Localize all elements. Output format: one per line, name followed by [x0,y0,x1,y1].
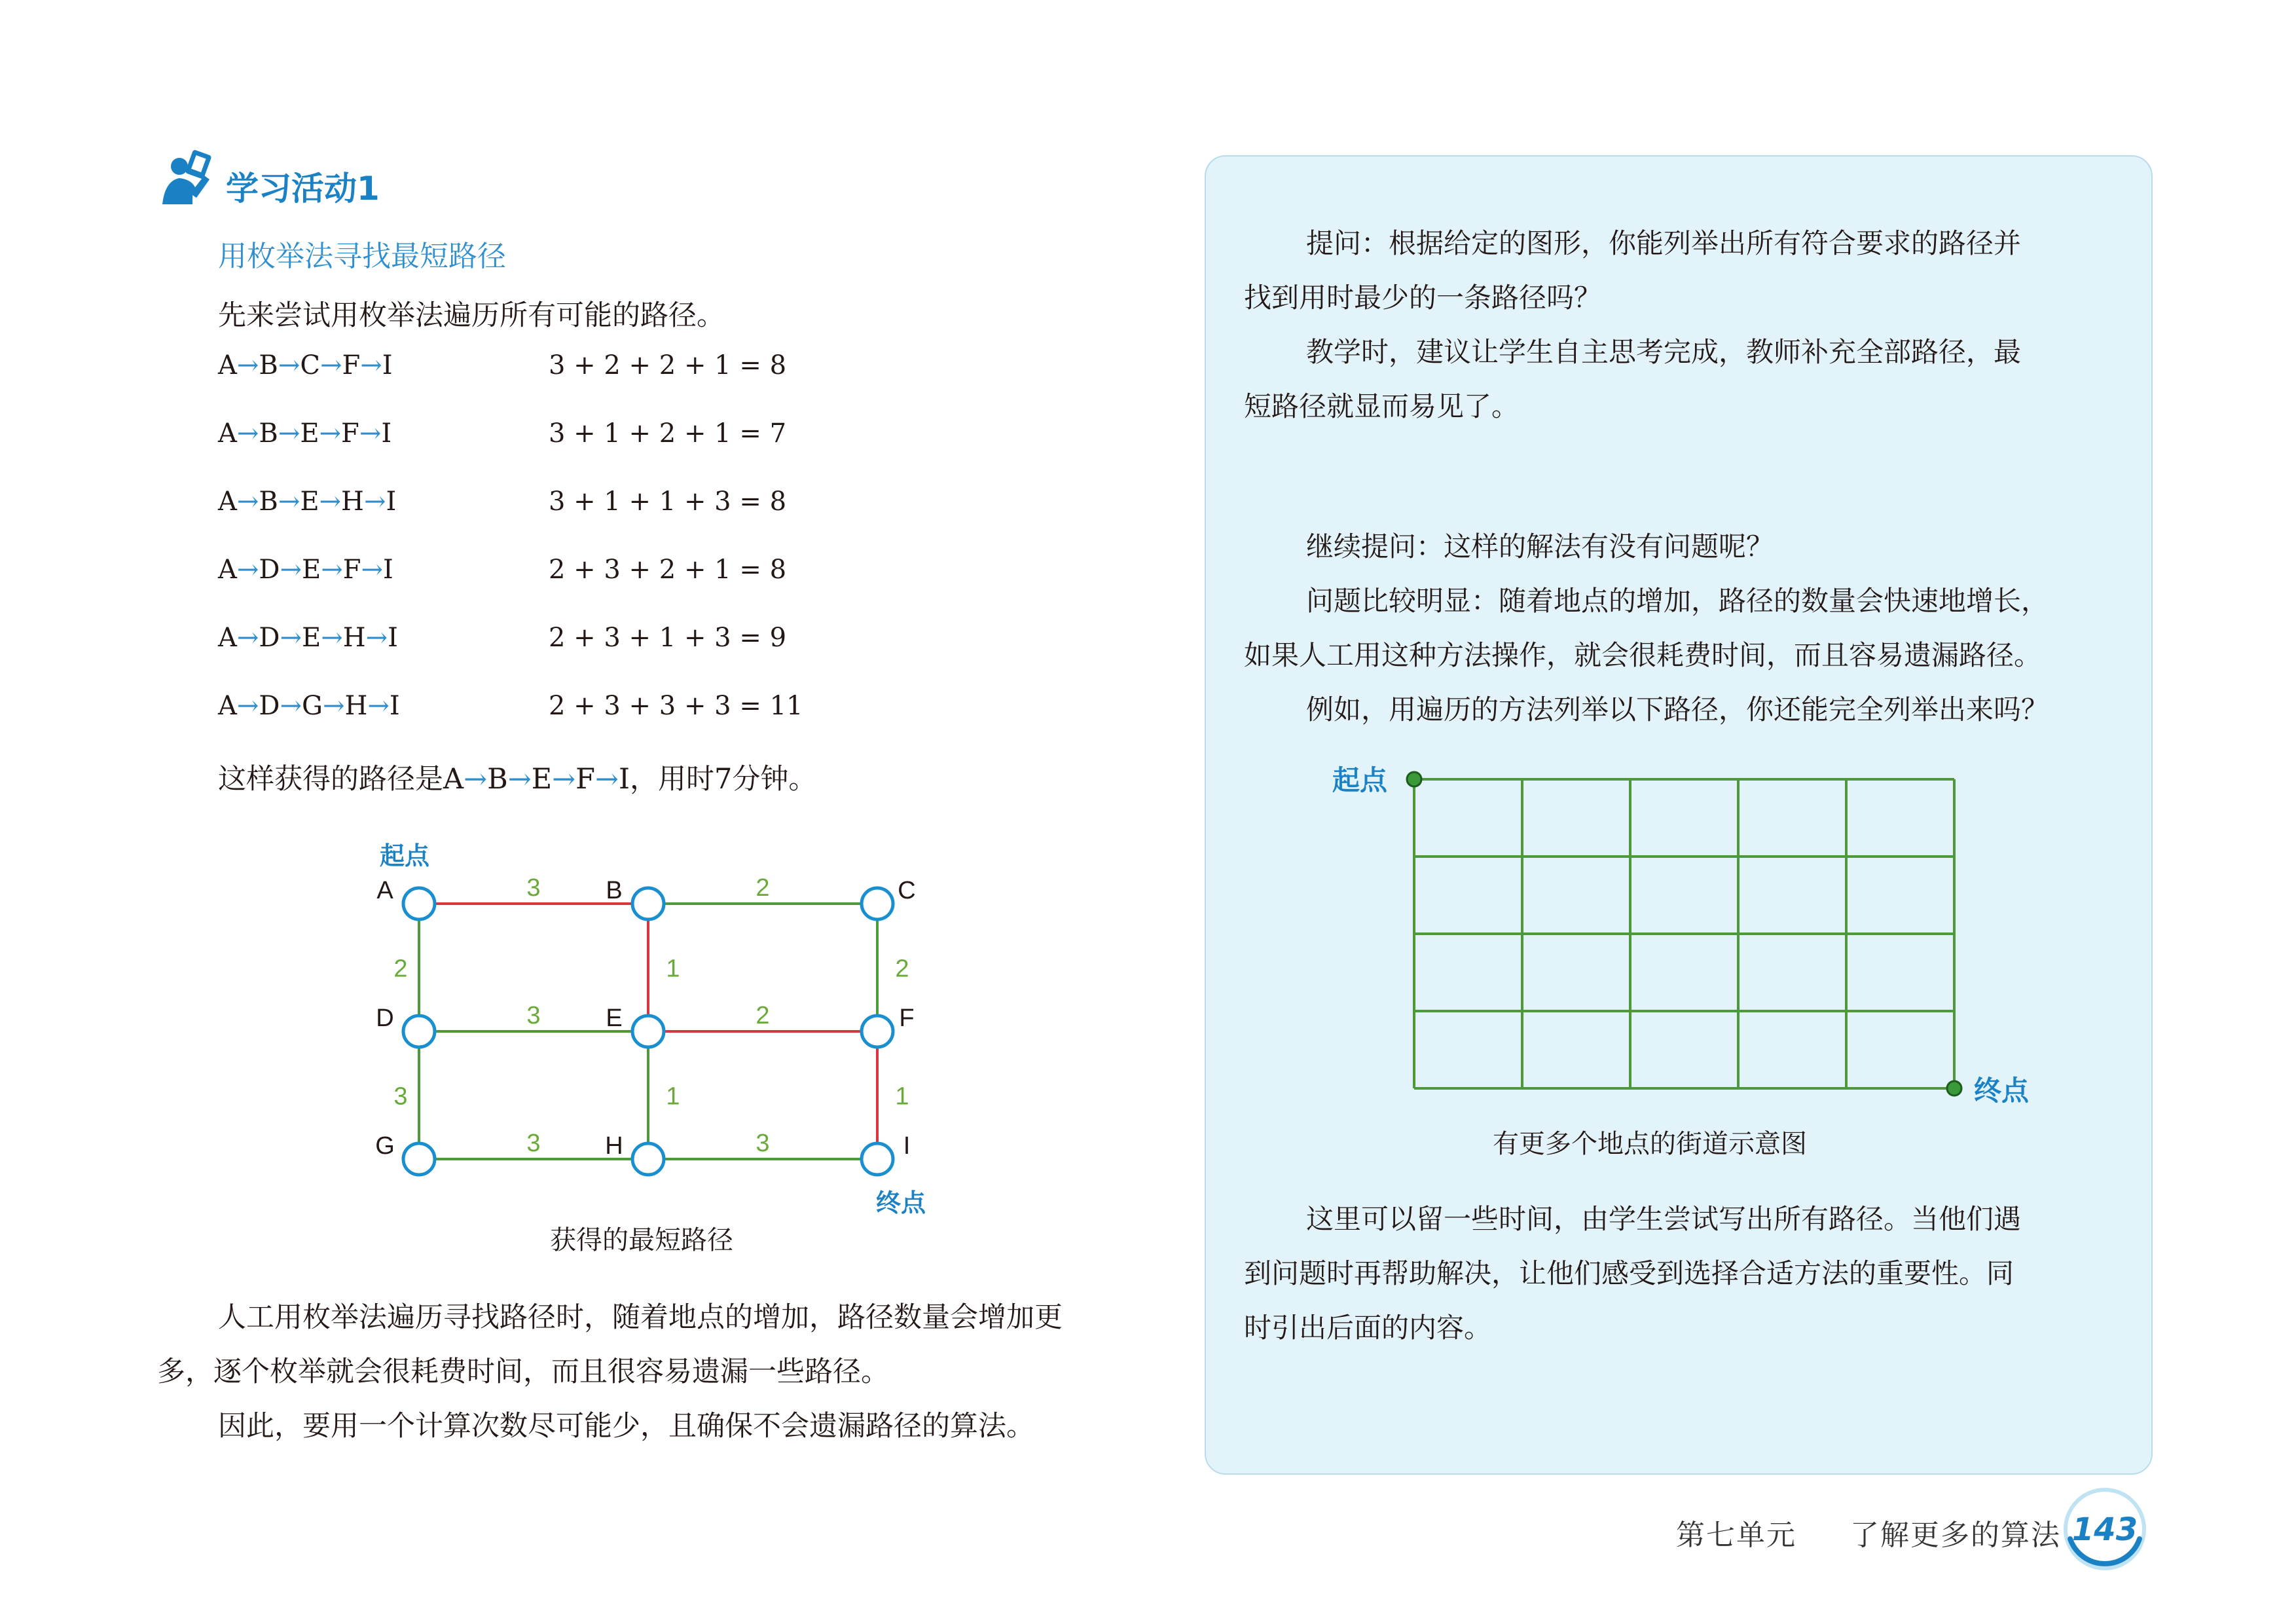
route-row [218,691,807,730]
note-line: 如果人工用这种方法操作，就会很耗费时间，而且容易遗漏路径。 [1244,639,2042,671]
route-expression: 3 + 1 + 2 + 1 = 7 [549,418,787,449]
note-line: 时引出后面的内容。 [1244,1312,1492,1344]
route-node: I [381,418,392,449]
graph-node-I [862,1143,893,1175]
arrow-icon: → [321,555,343,585]
arrow-icon: → [595,763,619,796]
note-line: 继续提问：这样的解法有没有问题呢？ [1306,530,1774,563]
arrow-icon: → [365,623,388,653]
activity-icon [157,149,223,206]
route-path [218,487,396,517]
arrow-icon: → [552,763,576,796]
graph-node-G [403,1143,435,1175]
arrow-icon: → [278,350,301,380]
page-number: 143 [2071,1511,2138,1548]
route-node: F [342,350,361,380]
arrow-icon: → [280,691,302,721]
arrow-icon: → [236,418,259,449]
graph-node-F [862,1016,893,1047]
route-node: F [575,763,595,796]
arrow-icon: → [359,418,382,449]
arrow-icon: → [280,555,302,585]
intro-text: 先来尝试用枚举法遍历所有可能的路径。 [218,299,725,332]
route-row [218,555,807,594]
section-subtitle: 用枚举法寻找最短路径 [218,240,506,273]
arrow-icon: → [236,691,259,721]
route-node: D [259,623,280,653]
arrow-icon: → [319,418,342,449]
route-node: A [218,691,237,721]
route-node: F [341,418,359,449]
graph-caption: 获得的最短路径 [550,1225,733,1255]
note-line: 问题比较明显：随着地点的增加，路径的数量会快速地增长， [1306,585,2049,617]
route-node: E [300,487,319,517]
paragraph-line: 人工用枚举法遍历寻找路径时，随着地点的增加，路径数量会增加更 [218,1301,1063,1334]
footer-chapter: 了解更多的算法 [1850,1519,2061,1552]
street-grid-diagram [1316,753,2075,1120]
edge-weight-label: 2 [895,955,909,983]
route-node: I [382,350,393,380]
graph-node-B [632,888,664,919]
route-node: H [341,487,364,517]
route-path [218,555,393,585]
route-path [218,418,392,449]
route-node: B [259,487,278,517]
arrow-icon: → [321,623,343,653]
arrow-icon: → [367,691,390,721]
edge-weight-label: 3 [526,1130,541,1157]
route-node: A [218,555,237,585]
route-node: H [342,623,366,653]
route-path [218,691,400,721]
route-expression: 2 + 3 + 2 + 1 = 8 [549,555,787,585]
node-label: F [899,1005,915,1032]
node-label: A [376,877,393,904]
graph-node-H [632,1143,664,1175]
result-path [443,763,630,796]
arrow-icon: → [319,487,342,517]
arrow-icon: → [360,350,382,380]
arrow-icon: → [507,763,532,796]
grid-start-label: 起点 [1332,765,1388,796]
start-label: 起点 [380,843,430,870]
route-expression: 3 + 1 + 1 + 3 = 8 [549,487,787,517]
note-line: 这里可以留一些时间，由学生尝试写出所有路径。当他们遇 [1306,1203,2022,1235]
page-number-badge [2062,1486,2147,1572]
graph-node-D [403,1016,435,1047]
route-node: G [302,691,323,721]
route-node: B [487,763,508,796]
edge-weight-label: 1 [895,1082,909,1111]
result-text [218,752,816,807]
route-node: A [218,418,237,449]
route-node: A [218,623,237,653]
result-prefix: 这样获得的路径是 [218,763,443,796]
route-path [218,350,393,380]
route-node: A [443,763,464,796]
route-node: I [389,691,400,721]
note-line: 短路径就显而易见了。 [1244,390,1520,422]
edge-weight-label: 2 [756,874,770,902]
grid-caption: 有更多个地点的街道示意图 [1493,1129,1807,1159]
node-label: G [375,1132,395,1160]
route-node: E [300,418,319,449]
activity-title: 学习活动1 [226,170,380,208]
footer-title [1676,1511,2061,1553]
route-expression: 2 + 3 + 1 + 3 = 9 [549,623,787,653]
arrow-icon: → [278,418,301,449]
arrow-icon: → [280,623,302,653]
route-node: E [302,623,321,653]
footer-unit: 第七单元 [1676,1519,1796,1552]
note-line: 找到用时最少的一条路径吗？ [1244,282,1602,314]
node-label: H [605,1132,623,1160]
node-label: B [606,877,623,904]
route-row [218,418,807,458]
graph-node-E [632,1016,664,1047]
node-label: C [898,877,916,904]
edge-weight-label: 1 [666,1082,680,1111]
route-node: F [342,555,361,585]
arrow-icon: → [236,623,259,653]
route-node: E [302,555,321,585]
route-node: I [383,555,393,585]
graph-node-A [403,888,435,919]
paragraph-line: 多，逐个枚举就会很耗费时间，而且很容易遗漏一些路径。 [157,1356,889,1388]
edge-weight-label: 3 [526,1002,541,1029]
route-row [218,487,807,526]
end-point-dot [1947,1081,1961,1096]
route-node: C [300,350,320,380]
route-expression: 2 + 3 + 3 + 3 = 11 [549,691,803,721]
paragraph-line: 因此，要用一个计算次数尽可能少，且确保不会遗漏路径的算法。 [218,1410,1034,1443]
note-line: 教学时，建议让学生自主思考完成，教师补充全部路径，最 [1306,336,2022,368]
end-label: 终点 [876,1190,926,1217]
node-label: E [606,1005,623,1032]
route-path [218,623,398,653]
edge-weight-label: 2 [393,955,408,983]
route-row [218,350,807,390]
route-expression: 3 + 2 + 2 + 1 = 8 [549,350,787,380]
edge-weight-label: 2 [756,1002,770,1029]
route-node: D [259,691,280,721]
route-node: D [259,555,280,585]
node-label: D [376,1005,394,1032]
node-label: I [903,1132,911,1160]
route-node: I [386,487,397,517]
edge-weight-label: 3 [756,1130,770,1157]
arrow-icon: → [322,691,345,721]
arrow-icon: → [278,487,301,517]
note-line: 提问：根据给定的图形，你能列举出所有符合要求的路径并 [1306,227,2022,259]
edge-weight-label: 1 [666,955,680,983]
edge-weight-label: 3 [393,1082,408,1111]
route-node: B [259,350,278,380]
route-node: H [344,691,368,721]
arrow-icon: → [319,350,342,380]
route-node: I [619,763,630,796]
arrow-icon: → [236,487,259,517]
route-node: A [218,487,237,517]
route-row [218,623,807,662]
start-point-dot [1407,772,1421,786]
result-suffix: ，用时7分钟。 [630,763,817,796]
arrow-icon: → [363,487,386,517]
route-node: A [218,350,237,380]
arrow-icon: → [236,555,259,585]
grid-end-label: 终点 [1974,1075,2030,1106]
route-node: E [531,763,553,796]
route-node: I [388,623,398,653]
edge-weight-label: 3 [526,874,541,902]
graph-node-C [862,888,893,919]
note-line: 到问题时再帮助解决，让他们感受到选择合适方法的重要性。同 [1244,1257,2014,1289]
arrow-icon: → [361,555,383,585]
shortest-path-graph [367,832,943,1225]
arrow-icon: → [236,350,259,380]
note-line: 例如，用遍历的方法列举以下路径，你还能完全列举出来吗？ [1306,693,2049,726]
arrow-icon: → [464,763,488,796]
route-node: B [259,418,278,449]
